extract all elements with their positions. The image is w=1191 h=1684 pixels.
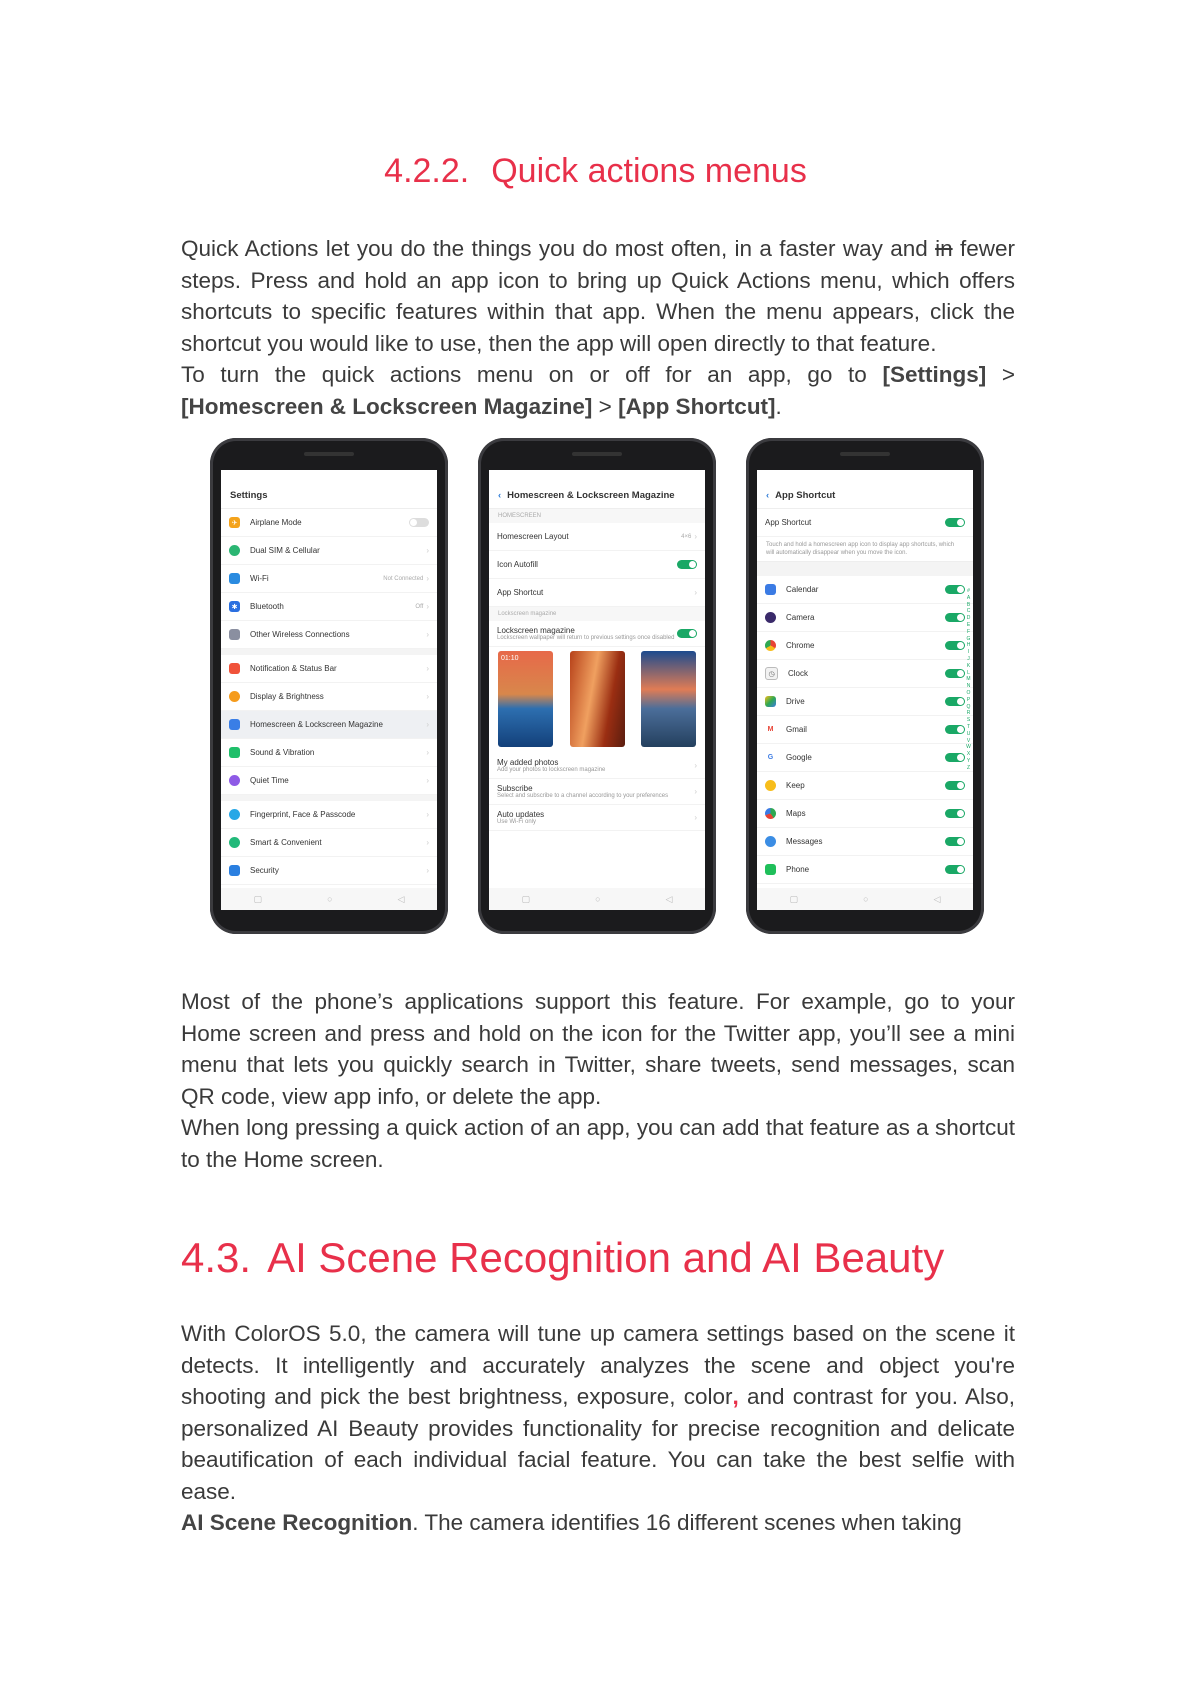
phone-homescreen xyxy=(478,438,716,934)
chevron-right-icon: › xyxy=(426,838,429,847)
chevron-right-icon: › xyxy=(426,776,429,785)
chevron-right-icon: › xyxy=(694,532,697,541)
nav-bar xyxy=(757,888,973,910)
wifi-icon xyxy=(229,573,240,584)
shield-icon xyxy=(229,865,240,876)
app-row-clock[interactable]: ◷ Clock xyxy=(757,660,973,688)
airplane-toggle[interactable] xyxy=(409,518,429,527)
settings-title: Settings xyxy=(221,484,437,509)
p1-text-b: fewer steps. Press and hold an app icon to bring up Quick Actions menu, which offers shortcuts to specific features within that app. When the menu appears, click the shortcut you would like to use, then the app will open directly to that feature. xyxy=(181,236,1015,356)
keep-toggle[interactable] xyxy=(945,781,965,790)
chevron-right-icon: › xyxy=(426,602,429,611)
app-row-calendar[interactable]: Calendar xyxy=(757,576,973,604)
back-icon[interactable]: ◁ xyxy=(665,893,673,904)
chevron-right-icon: › xyxy=(426,748,429,757)
recent-apps-icon[interactable]: ▢ xyxy=(521,893,531,904)
section-title: Quick actions menus xyxy=(491,152,807,190)
section-number: 4.3. xyxy=(181,1234,252,1281)
phone-speaker xyxy=(572,452,622,456)
settings-item-smart[interactable]: Smart & Convenient › xyxy=(221,829,437,857)
auto-updates-item[interactable]: Auto updates Use Wi-Fi only › xyxy=(489,805,705,831)
bluetooth-icon: ✱ xyxy=(229,601,240,612)
back-arrow-icon[interactable]: ‹ xyxy=(766,490,770,501)
icon-autofill-item[interactable]: Icon Autofill xyxy=(489,551,705,579)
recent-apps-icon[interactable]: ▢ xyxy=(789,893,799,904)
settings-item-quiet[interactable]: Quiet Time › xyxy=(221,767,437,795)
google-icon: G xyxy=(765,752,776,763)
homescreen-layout-item[interactable]: Homescreen Layout 4×6 › xyxy=(489,523,705,551)
path-separator: > xyxy=(1001,362,1015,387)
lockscreen-magazine-desc: Lockscreen wallpaper will return to previous settings once disabled xyxy=(497,635,675,641)
chevron-right-icon: › xyxy=(694,588,697,597)
clock-icon: ◷ xyxy=(765,667,778,680)
sound-icon xyxy=(229,747,240,758)
wireless-icon xyxy=(229,629,240,640)
settings-item-fingerprint[interactable]: Fingerprint, Face & Passcode › xyxy=(221,801,437,829)
settings-screen xyxy=(221,470,437,910)
chevron-right-icon: › xyxy=(694,813,697,822)
phone-toggle[interactable] xyxy=(945,865,965,874)
home-icon[interactable]: ○ xyxy=(595,894,601,904)
google-toggle[interactable] xyxy=(945,753,965,762)
brightness-icon xyxy=(229,691,240,702)
maps-toggle[interactable] xyxy=(945,809,965,818)
chrome-icon xyxy=(765,640,776,651)
sim-icon xyxy=(229,545,240,556)
path-app-shortcut: [App Shortcut] xyxy=(618,393,776,419)
section-heading-ai-scene xyxy=(181,1234,944,1282)
icon-autofill-toggle[interactable] xyxy=(677,560,697,569)
lockscreen-magazine-toggle[interactable] xyxy=(677,629,697,638)
calendar-icon xyxy=(765,584,776,595)
wallpaper-thumbnail[interactable]: 01:10 xyxy=(498,651,553,747)
gmail-icon: M xyxy=(765,724,776,735)
quick-actions-intro xyxy=(181,233,1015,422)
app-shortcut-title: App Shortcut xyxy=(775,490,836,501)
wallpaper-thumbnails xyxy=(489,647,705,753)
drive-toggle[interactable] xyxy=(945,697,965,706)
p1-text-a: Quick Actions let you do the things you do most often, in a faster way and xyxy=(181,236,928,261)
back-icon[interactable]: ◁ xyxy=(397,893,405,904)
homescreen-screen xyxy=(489,470,705,910)
wallpaper-thumbnail[interactable] xyxy=(570,651,625,747)
subscribe-item[interactable]: Subscribe Select and subscribe to a channel according to your preferences › xyxy=(489,779,705,805)
chevron-right-icon: › xyxy=(426,810,429,819)
settings-item-dual-sim[interactable]: Dual SIM & Cellular › xyxy=(221,537,437,565)
alphabet-index[interactable]: # A B C D E F G H I J K L M N O P Q R S T U V W X Y Z xyxy=(966,588,971,771)
home-icon[interactable]: ○ xyxy=(863,894,869,904)
homescreen-header xyxy=(489,484,705,509)
settings-item-bluetooth[interactable]: ✱ Bluetooth Off › xyxy=(221,593,437,621)
calendar-toggle[interactable] xyxy=(945,585,965,594)
section-label-homescreen: HOMESCREEN xyxy=(489,509,705,523)
path-settings: [Settings] xyxy=(882,362,987,387)
app-shortcut-item[interactable]: App Shortcut › xyxy=(489,579,705,607)
back-icon[interactable]: ◁ xyxy=(933,893,941,904)
app-shortcut-screen xyxy=(757,470,973,910)
app-shortcut-master-toggle[interactable] xyxy=(945,518,965,527)
wallpaper-thumbnail[interactable] xyxy=(641,651,696,747)
smart-icon xyxy=(229,837,240,848)
app-row-keep[interactable]: Keep xyxy=(757,772,973,800)
lockscreen-magazine-label: Lockscreen magazine xyxy=(497,626,575,635)
ai-scene-intro xyxy=(181,1318,1015,1539)
messages-toggle[interactable] xyxy=(945,837,965,846)
settings-item-airplane[interactable]: ✈ Airplane Mode xyxy=(221,509,437,537)
red-comma: , xyxy=(732,1384,739,1409)
p1-strike-word: in xyxy=(935,236,953,261)
phone-speaker xyxy=(304,452,354,456)
chevron-right-icon: › xyxy=(426,546,429,555)
chevron-right-icon: › xyxy=(426,692,429,701)
settings-item-notification[interactable]: Notification & Status Bar › xyxy=(221,655,437,683)
app-row-maps[interactable]: Maps xyxy=(757,800,973,828)
phone-icon xyxy=(765,864,776,875)
keep-icon xyxy=(765,780,776,791)
app-row-drive[interactable]: Drive xyxy=(757,688,973,716)
period: . xyxy=(775,393,782,419)
section-label-lockscreen: Lockscreen magazine xyxy=(489,607,705,621)
section-heading-quick-actions xyxy=(0,152,1191,191)
clock-toggle[interactable] xyxy=(945,669,965,678)
app-row-chrome[interactable]: Chrome xyxy=(757,632,973,660)
chevron-right-icon: › xyxy=(426,630,429,639)
phone-settings xyxy=(210,438,448,934)
my-photos-item[interactable]: My added photos Add your photos to lockscreen magazine › xyxy=(489,753,705,779)
drive-icon xyxy=(765,696,776,707)
homescreen-title: Homescreen & Lockscreen Magazine xyxy=(507,490,675,501)
settings-item-wifi[interactable]: Wi-Fi Not Connected › xyxy=(221,565,437,593)
recent-apps-icon[interactable]: ▢ xyxy=(253,893,263,904)
homescreen-icon xyxy=(229,719,240,730)
gmail-toggle[interactable] xyxy=(945,725,965,734)
p1-text-a: With ColorOS 5.0, the camera will tune up camera settings based on the scene it detects. It intelligently and accurately analyzes the scene and object you're shooting and pick the best brightness, exposure, color xyxy=(181,1321,1015,1409)
airplane-icon: ✈ xyxy=(229,517,240,528)
phone-app-shortcut xyxy=(746,438,984,934)
path-homescreen: [Homescreen & Lockscreen Magazine] xyxy=(181,393,593,419)
p3-text: Most of the phone’s applications support this feature. For example, go to your Home screen and press and hold on the icon for the Twitter app, you’ll see a mini menu that lets you quickly search in Twitter, share tweets, send messages, scan QR code, view app info, or delete the app. xyxy=(181,989,1015,1109)
lockscreen-magazine-item[interactable] xyxy=(489,621,705,647)
settings-item-homescreen[interactable]: Homescreen & Lockscreen Magazine › xyxy=(221,711,437,739)
app-shortcut-note: Touch and hold a homescreen app icon to display app shortcuts, which will automatically disappear when you move the icon. xyxy=(757,537,973,562)
camera-icon xyxy=(765,612,776,623)
section-title: AI Scene Recognition and AI Beauty xyxy=(267,1234,945,1281)
camera-toggle[interactable] xyxy=(945,613,965,622)
app-shortcut-master-item[interactable]: App Shortcut xyxy=(757,509,973,537)
home-icon[interactable]: ○ xyxy=(327,894,333,904)
chevron-right-icon: › xyxy=(426,664,429,673)
app-row-phone[interactable]: Phone xyxy=(757,856,973,884)
path-separator: > xyxy=(598,393,612,419)
nav-bar xyxy=(221,888,437,910)
maps-icon xyxy=(765,808,776,819)
messages-icon xyxy=(765,836,776,847)
chevron-right-icon: › xyxy=(694,761,697,770)
fingerprint-icon xyxy=(229,809,240,820)
phone-speaker xyxy=(840,452,890,456)
p4-text: When long pressing a quick action of an app, you can add that feature as a shortcut to the Home screen. xyxy=(181,1115,1015,1172)
app-shortcut-header xyxy=(757,484,973,509)
app-row-messages[interactable]: Messages xyxy=(757,828,973,856)
chrome-toggle[interactable] xyxy=(945,641,965,650)
app-row-gmail[interactable]: M Gmail xyxy=(757,716,973,744)
moon-icon xyxy=(229,775,240,786)
p1-text-b: and contrast for you. Also, personalized AI Beauty provides functionality for precise recognition and delicate beautification of each individual facial feature. You can take the best selfie with ease. xyxy=(181,1384,1016,1504)
ai-scene-text: . The camera identifies 16 different scenes when taking xyxy=(412,1510,962,1535)
section-number: 4.2.2. xyxy=(384,152,470,190)
settings-item-sound[interactable]: Sound & Vibration › xyxy=(221,739,437,767)
settings-item-display[interactable]: Display & Brightness › xyxy=(221,683,437,711)
nav-bar xyxy=(489,888,705,910)
back-arrow-icon[interactable]: ‹ xyxy=(498,490,502,501)
ai-scene-label: AI Scene Recognition xyxy=(181,1510,413,1535)
app-row-google[interactable]: G Google xyxy=(757,744,973,772)
chevron-right-icon: › xyxy=(426,720,429,729)
p2-text: To turn the quick actions menu on or off for an app, go to xyxy=(181,362,867,387)
settings-item-other-wireless[interactable]: Other Wireless Connections › xyxy=(221,621,437,649)
chevron-right-icon: › xyxy=(426,866,429,875)
quick-actions-examples xyxy=(181,986,1015,1175)
chevron-right-icon: › xyxy=(426,574,429,583)
settings-item-security[interactable]: Security › xyxy=(221,857,437,885)
notification-icon xyxy=(229,663,240,674)
app-row-camera[interactable]: Camera xyxy=(757,604,973,632)
chevron-right-icon: › xyxy=(694,787,697,796)
